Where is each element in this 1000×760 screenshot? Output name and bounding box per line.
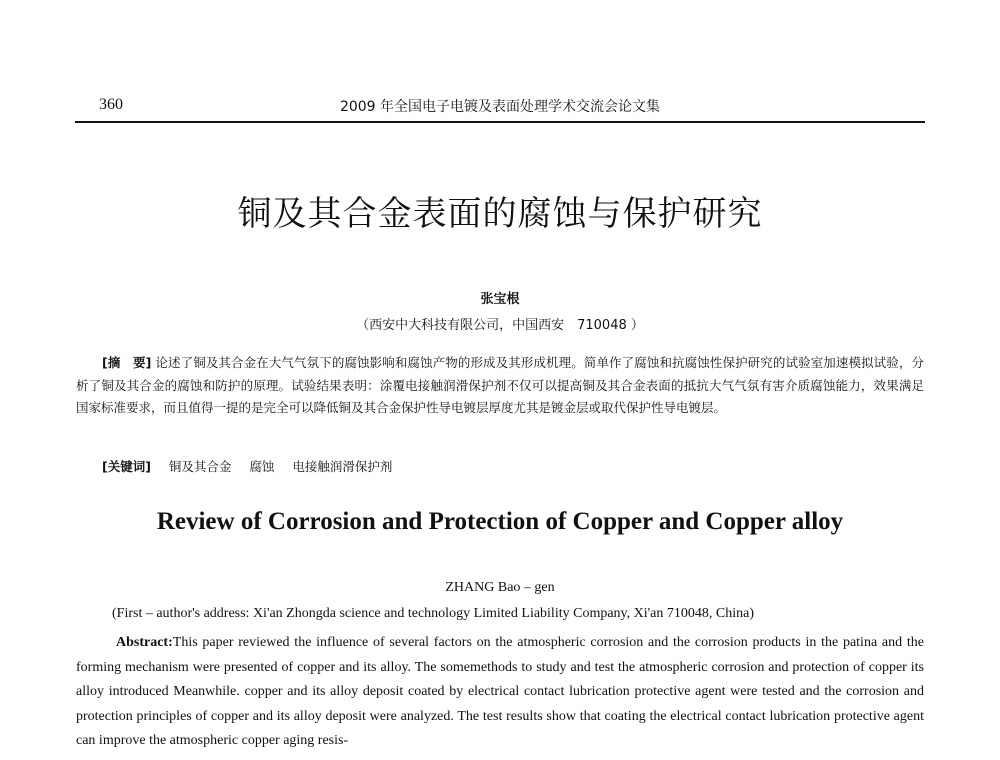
chinese-author: 张宝根 (480, 292, 520, 307)
english-abstract (76, 631, 924, 754)
chinese-keywords (102, 456, 922, 478)
english-abstract-label: Abstract: (116, 635, 173, 650)
chinese-affiliation: （西安中大科技有限公司，中国西安 710048 ） (356, 318, 644, 333)
chinese-abstract-text: 论述了铜及其合金在大气气氛下的腐蚀影响和腐蚀产物的形成及其形成机理。简单作了腐蚀和抗腐蚀性保护研究的试验室加速模拟试验，分析了铜及其合金的腐蚀和防护的原理。试验结果表明：涂覆电接触润滑保护剂不仅可以提高铜及其合金表面的抵抗大气气氛有害介质腐蚀能力，效果满足国家标准要求，而且值得一提的是完全可以降低铜及其合金保护性导电镀层厚度尤其是镀金层或取代保护性导电镀层。 (76, 355, 924, 415)
header-rule (75, 121, 925, 123)
page-header (75, 96, 925, 124)
english-author: ZHANG Bao – gen (445, 580, 555, 595)
keyword-item: 腐蚀 (249, 459, 275, 474)
chinese-title: 铜及其合金表面的腐蚀与保护研究 (237, 194, 763, 234)
chinese-abstract (76, 352, 924, 420)
english-affiliation: (First – author's address: Xi'an Zhongda science and technology Limited Liability Company, Xi'an 710048, China) (112, 606, 754, 621)
keyword-item: 铜及其合金 (168, 459, 232, 474)
chinese-keywords-label: [关键词] (102, 459, 151, 474)
chinese-abstract-label: [摘 要] (102, 355, 152, 370)
english-abstract-text: This paper reviewed the influence of several factors on the atmospheric corrosion and the corrosion products in the patina and the forming mechanism were presented of copper and its alloy. The somemethods to study and test the atmospheric corrosion and protection of copper its alloy introduced Meanwhile. copper and its alloy deposit coated by electrical contact lubrication protective agent were tested and the corrosion and protection principles of copper and its alloy deposit were analyzed. The test results show that coating the electrical contact lubrication protective agent can improve the atmospheric copper aging resis- (76, 635, 924, 748)
keyword-item: 电接触润滑保护剂 (292, 459, 393, 474)
running-title: 2009 年全国电子电镀及表面处理学术交流会论文集 (339, 99, 661, 115)
page-number: 360 (99, 96, 123, 113)
english-title: Review of Corrosion and Protection of Copper and Copper alloy (156, 508, 844, 535)
